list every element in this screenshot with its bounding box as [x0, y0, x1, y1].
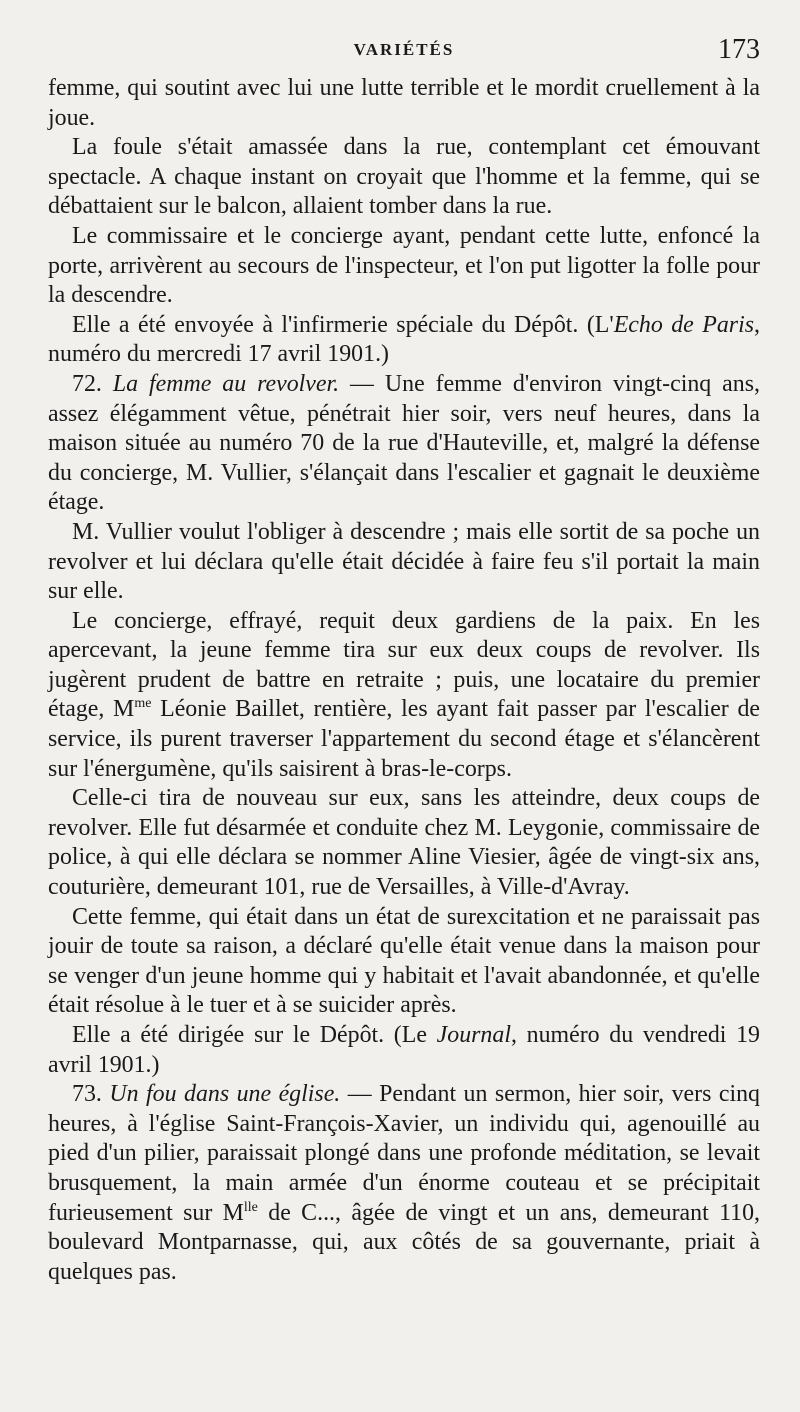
italic-text: La femme au revolver.	[112, 370, 340, 397]
text-segment: femme, qui soutint avec lui une lutte terrible et le mordit cruellement à la joue.	[48, 75, 760, 131]
page-number: 173	[718, 34, 760, 65]
page-header	[48, 34, 760, 74]
paragraph	[48, 133, 760, 222]
paragraph	[48, 784, 760, 902]
paragraph	[48, 1021, 760, 1080]
text-segment: de C..., âgée de vingt et un ans, demeurant 110, boulevard Montparnasse, qui, aux côtés de sa gouvernante, priait à quelques pas.	[48, 1199, 760, 1285]
text-segment: 73.	[72, 1081, 110, 1108]
text-segment: Elle a été dirigée sur le Dépôt. (Le	[72, 1022, 437, 1048]
text-segment: M. Vullier voulut l'obliger à descendre ; mais elle sortit de sa poche un revolver et lui déclara qu'elle était décidée à faire feu s'il portait la main sur elle.	[48, 518, 760, 605]
text-segment: 72.	[72, 370, 113, 397]
text-segment: Le commissaire et le concierge ayant, pendant cette lutte, enfoncé la porte, arrivèrent au secours de l'inspecteur, et l'on put ligotter la folle pour la descendre.	[48, 222, 760, 309]
paragraph	[48, 370, 760, 518]
paragraph	[48, 74, 760, 133]
paragraph	[48, 607, 760, 785]
paragraph	[48, 1080, 760, 1287]
text-segment: — Une femme d'environ vingt-cinq ans, assez élégamment vêtue, pénétrait hier soir, vers neuf heures, dans la maison située au numéro 70 de la rue d'Hauteville, et, malgré la défense du concierge, M. Vullier, s'élançait dans l'escalier et gagnait le deuxième étage.	[48, 370, 761, 516]
italic-text: Echo de Paris	[613, 311, 755, 338]
italic-text: Journal	[436, 1022, 511, 1048]
paragraph	[48, 903, 760, 1021]
superscript-text: lle	[243, 1199, 258, 1215]
italic-text: Un fou dans une église.	[109, 1081, 341, 1108]
text-segment: Cette femme, qui était dans un état de surexcitation et ne paraissait pas jouir de toute sa raison, a déclaré qu'elle était venue dans la maison pour se venger d'un jeune homme qui y habitait et l'avait abandonnée, et qu'elle était résolue à le tuer et à se suicider après.	[48, 903, 760, 1019]
paragraph	[48, 311, 760, 370]
text-segment: — Pendant un sermon, hier soir, vers cinq heures, à l'église Saint-François-Xavier, un individu qui, agenouillé au pied d'un pilier, paraissait plongé dans une profonde méditation, se levait brusquement, la main armée d'un énorme couteau et se précipitait furieusement sur M	[48, 1081, 761, 1226]
text-segment: Le concierge, effrayé, requit deux gardiens de la paix. En les apercevant, la jeune femme tira sur eux deux coups de revolver. Ils jugèrent prudent de battre en retraite ; puis, une locataire du premier étage, M	[48, 607, 760, 723]
text-segment: , numéro du vendredi 19 avril 1901.)	[48, 1022, 760, 1078]
body-text	[48, 74, 760, 1287]
text-segment: La foule s'était amassée dans la rue, contemplant cet émouvant spectacle. A chaque instant on croyait que l'homme et la femme, qui se débattaient sur le balcon, allaient tomber dans la rue.	[48, 134, 760, 220]
paragraph	[48, 222, 760, 311]
text-segment: Elle a été envoyée à l'infirmerie spéciale du Dépôt. (L'	[72, 311, 614, 338]
text-segment: , numéro du mercredi 17 avril 1901.)	[48, 311, 760, 368]
superscript-text: me	[134, 696, 152, 712]
paragraph	[48, 518, 760, 607]
text-segment: Léonie Baillet, rentière, les ayant fait passer par l'escalier de service, ils purent traverser l'appartement du second étage et s'élancèrent sur l'énergumène, qu'ils saisirent à bras-le-corps.	[48, 696, 760, 782]
running-title: VARIÉTÉS	[353, 40, 455, 59]
text-segment: Celle-ci tira de nouveau sur eux, sans les atteindre, deux coups de revolver. Elle fut désarmée et conduite chez M. Leygonie, commissaire de police, à qui elle déclara se nommer Aline Viesier, âgée de vingt-six ans, couturière, demeurant 101, rue de Versailles, à Ville-d'Avray.	[48, 785, 760, 901]
